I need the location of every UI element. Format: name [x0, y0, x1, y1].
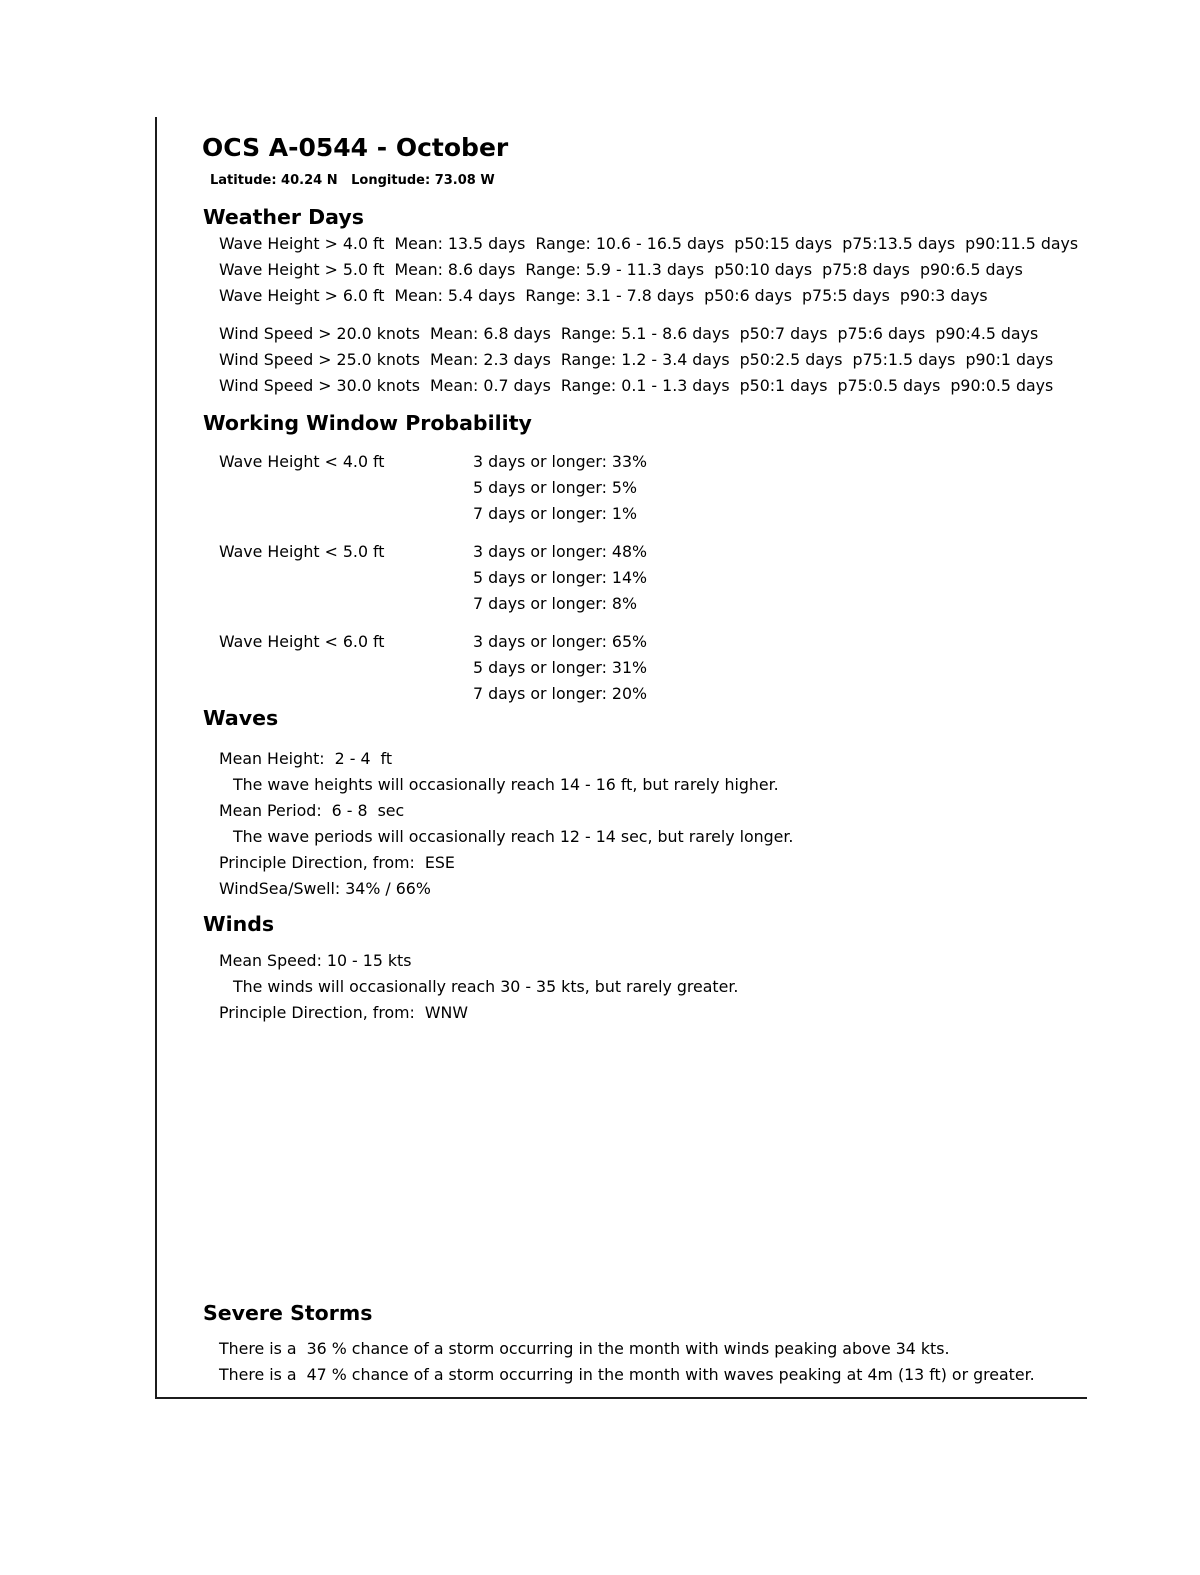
wind-speed-stat-line: Wind Speed > 30.0 knots Mean: 0.7 days Range: 0.1 - 1.3 days p50:1 days p75:0.5 days p90:0.5 days — [219, 376, 1054, 395]
report-frame-left-border — [155, 117, 157, 1399]
section-heading-waves: Waves — [203, 706, 279, 730]
probability-line: 7 days or longer: 8% — [473, 594, 637, 613]
wave-height-stat-line: Wave Height > 5.0 ft Mean: 8.6 days Range: 5.9 - 11.3 days p50:10 days p75:8 days p90:6.5 days — [219, 260, 1023, 279]
working-window-section — [219, 449, 647, 719]
weather-days-section — [219, 231, 1078, 399]
group-spacer — [219, 309, 1078, 321]
wave-height-note: The wave heights will occasionally reach 14 - 16 ft, but rarely higher. — [233, 775, 779, 794]
wave-height-threshold-label: Wave Height < 4.0 ft — [219, 452, 385, 471]
wave-height-stat-line: Wave Height > 4.0 ft Mean: 13.5 days Range: 10.6 - 16.5 days p50:15 days p75:13.5 days p90:11.5 days — [219, 234, 1079, 253]
waves-section — [219, 746, 793, 902]
winds-section — [219, 948, 738, 1026]
mean-period-line: Mean Period: 6 - 8 sec — [219, 801, 405, 820]
mean-height-line: Mean Height: 2 - 4 ft — [219, 749, 393, 768]
wave-height-stat-line: Wave Height > 6.0 ft Mean: 5.4 days Range: 3.1 - 7.8 days p50:6 days p75:5 days p90:3 days — [219, 286, 988, 305]
section-heading-working-window: Working Window Probability — [203, 411, 532, 435]
subtitle-coordinates: Latitude: 40.24 N Longitude: 73.08 W — [210, 173, 495, 188]
storm-wave-chance-line: There is a 47 % chance of a storm occurring in the month with waves peaking at 4m (13 ft) or greater. — [219, 1365, 1035, 1384]
severe-storms-section — [219, 1336, 1035, 1388]
windsea-swell-line: WindSea/Swell: 34% / 66% — [219, 879, 431, 898]
probability-line: 3 days or longer: 48% — [473, 542, 648, 561]
probability-line: 3 days or longer: 33% — [473, 452, 648, 471]
section-heading-severe-storms: Severe Storms — [203, 1301, 373, 1325]
probability-line: 5 days or longer: 5% — [473, 478, 637, 497]
wind-speed-note: The winds will occasionally reach 30 - 35 kts, but rarely greater. — [233, 977, 739, 996]
probability-line: 7 days or longer: 1% — [473, 504, 637, 523]
wave-height-threshold-label: Wave Height < 5.0 ft — [219, 542, 385, 561]
working-window-group — [219, 539, 647, 617]
working-window-group — [219, 449, 647, 527]
probability-values — [473, 449, 647, 527]
report-frame-bottom-border — [155, 1397, 1087, 1399]
wind-speed-stat-line: Wind Speed > 25.0 knots Mean: 2.3 days Range: 1.2 - 3.4 days p50:2.5 days p75:1.5 days p90:1 days — [219, 350, 1054, 369]
storm-wind-chance-line: There is a 36 % chance of a storm occurring in the month with winds peaking above 34 kts. — [219, 1339, 950, 1358]
probability-line: 5 days or longer: 31% — [473, 658, 648, 677]
wave-principle-direction-line: Principle Direction, from: ESE — [219, 853, 455, 872]
mean-speed-line: Mean Speed: 10 - 15 kts — [219, 951, 412, 970]
probability-line: 7 days or longer: 20% — [473, 684, 648, 703]
section-heading-winds: Winds — [203, 912, 275, 936]
page-title: OCS A-0544 - October — [202, 133, 509, 162]
working-window-group — [219, 629, 647, 707]
wave-height-threshold-label: Wave Height < 6.0 ft — [219, 632, 385, 651]
wind-speed-stat-line: Wind Speed > 20.0 knots Mean: 6.8 days Range: 5.1 - 8.6 days p50:7 days p75:6 days p90:4.5 days — [219, 324, 1039, 343]
wave-period-note: The wave periods will occasionally reach 12 - 14 sec, but rarely longer. — [233, 827, 794, 846]
probability-values — [473, 539, 647, 617]
probability-line: 3 days or longer: 65% — [473, 632, 648, 651]
section-heading-weather-days: Weather Days — [203, 205, 364, 229]
probability-line: 5 days or longer: 14% — [473, 568, 648, 587]
probability-values — [473, 629, 647, 707]
wind-principle-direction-line: Principle Direction, from: WNW — [219, 1003, 468, 1022]
